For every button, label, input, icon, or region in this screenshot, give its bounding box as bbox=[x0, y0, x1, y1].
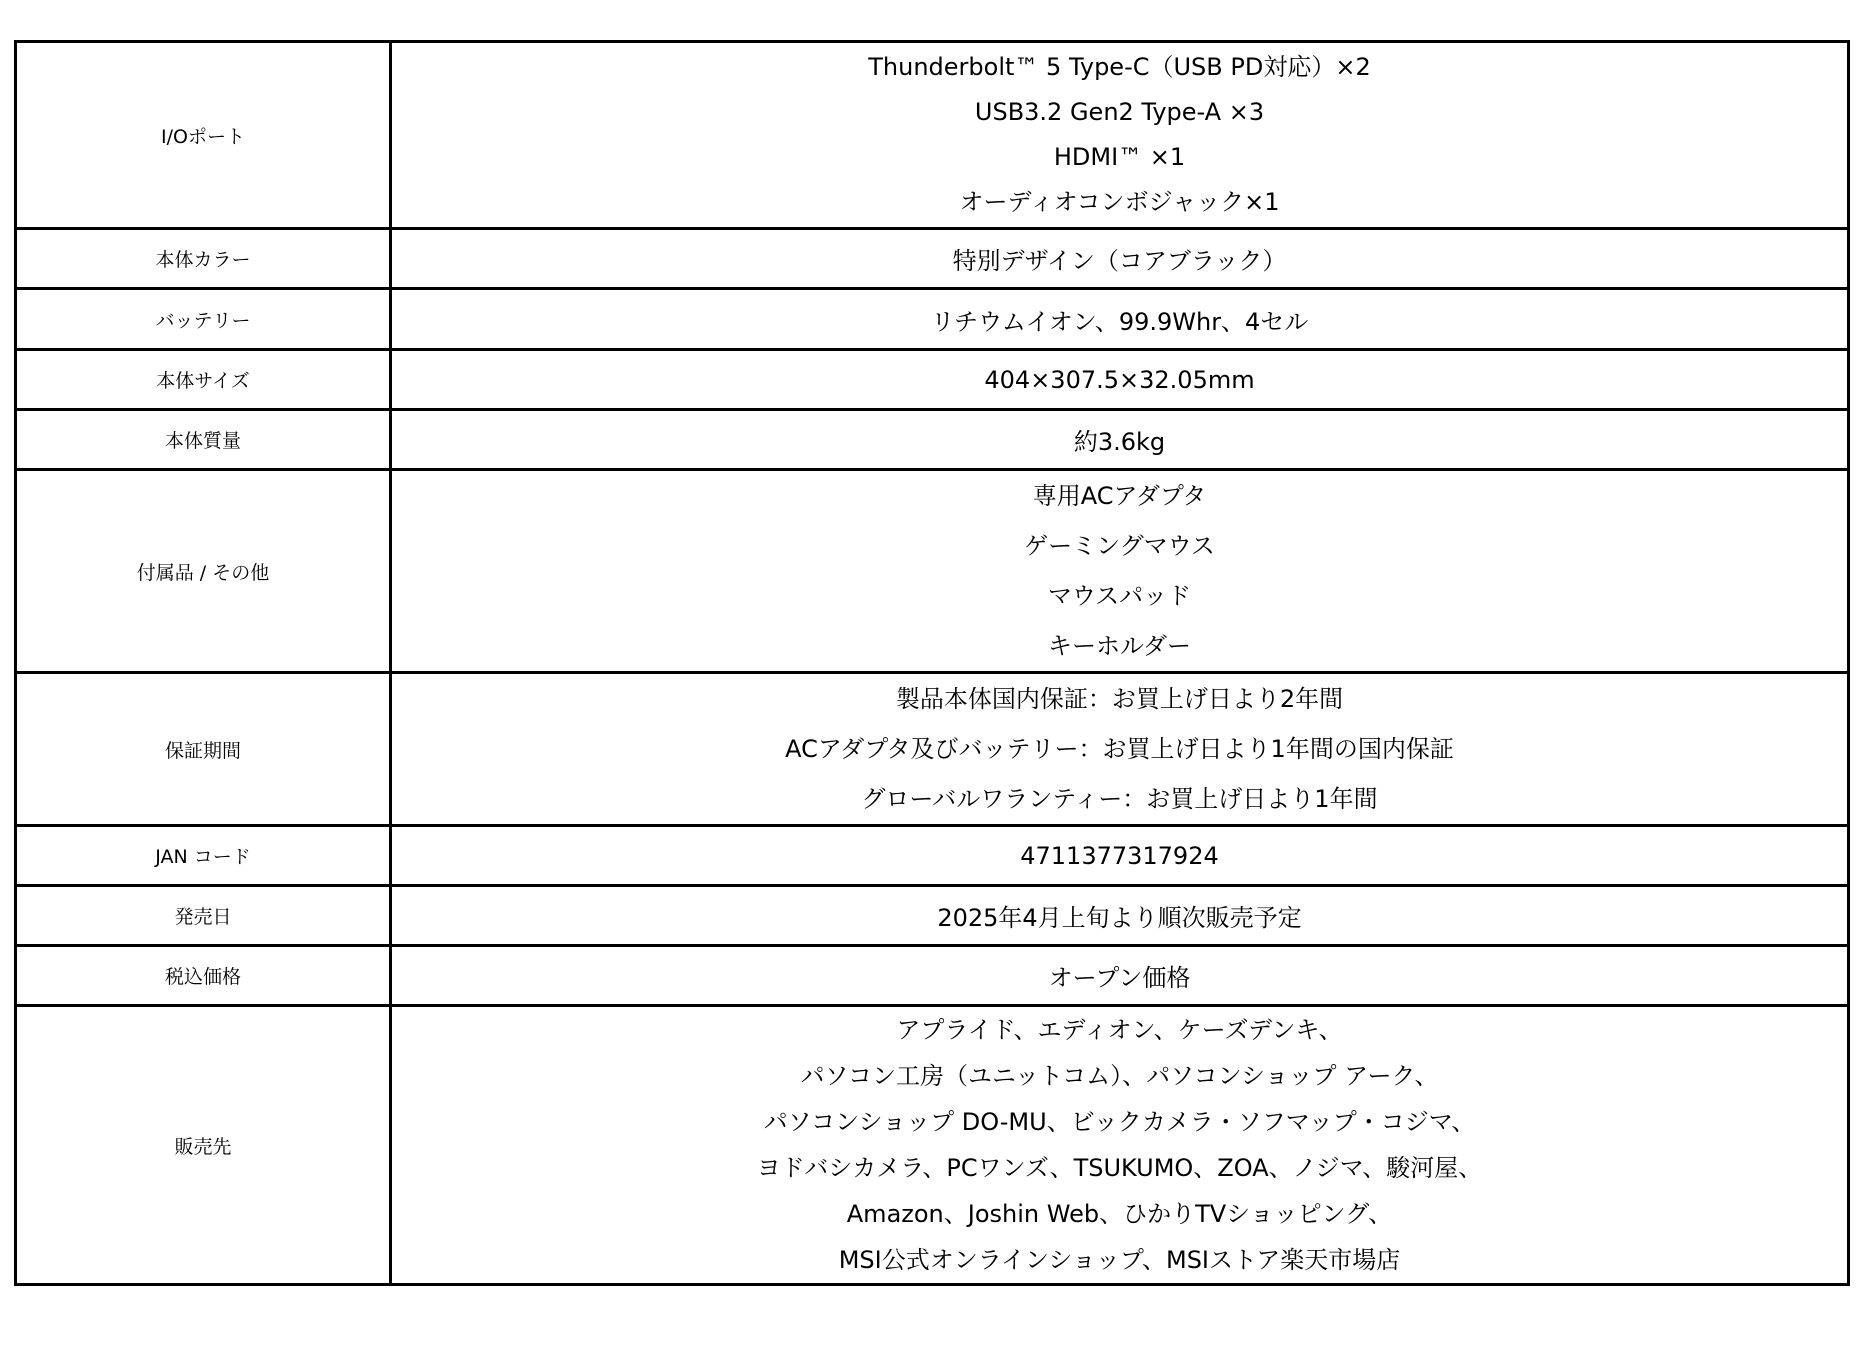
value-line: オーディオコンボジャック×1 bbox=[959, 188, 1280, 216]
value-line: マウスパッド bbox=[1047, 582, 1192, 610]
value-line: USB3.2 Gen2 Type-A ×3 bbox=[974, 98, 1265, 126]
value-line: Amazon、Joshin Web、ひかりTVショッピング、 bbox=[846, 1200, 1393, 1228]
row-label: 付属品 / その他 bbox=[16, 470, 391, 673]
row-value: 2025年4月上旬より順次販売予定 bbox=[391, 886, 1849, 946]
value-line: HDMI™ ×1 bbox=[1053, 143, 1186, 171]
table-row-color bbox=[16, 229, 1849, 289]
row-label: I/Oポート bbox=[16, 42, 391, 229]
row-value: 4711377317924 bbox=[391, 826, 1849, 886]
row-label: 本体サイズ bbox=[16, 350, 391, 410]
table-row-jan-code bbox=[16, 826, 1849, 886]
row-label: 本体カラー bbox=[16, 229, 391, 289]
row-value: オープン価格 bbox=[391, 946, 1849, 1006]
table-row-price bbox=[16, 946, 1849, 1006]
row-value: 404×307.5×32.05mm bbox=[391, 350, 1849, 410]
row-label: 保証期間 bbox=[16, 673, 391, 826]
value-line: 製品本体国内保証：お買上げ日より2年間 bbox=[895, 685, 1344, 713]
row-value bbox=[391, 42, 1849, 229]
row-label: 税込価格 bbox=[16, 946, 391, 1006]
value-line: グローバルワランティー：お買上げ日より1年間 bbox=[861, 785, 1378, 813]
value-line: ゲーミングマウス bbox=[1024, 532, 1215, 560]
value-line: パソコンショップ DO-MU、ビックカメラ・ソフマップ・コジマ、 bbox=[763, 1108, 1476, 1136]
table-row-release-date bbox=[16, 886, 1849, 946]
value-line: ACアダプタ及びバッテリー：お買上げ日より1年間の国内保証 bbox=[785, 735, 1454, 763]
row-label: 販売先 bbox=[16, 1006, 391, 1285]
row-value bbox=[391, 470, 1849, 673]
row-value: 約3.6kg bbox=[391, 410, 1849, 470]
row-label: JAN コード bbox=[16, 826, 391, 886]
row-value: リチウムイオン、99.9Whr、4セル bbox=[391, 289, 1849, 350]
table-row-io-ports bbox=[16, 42, 1849, 229]
row-label: 本体質量 bbox=[16, 410, 391, 470]
table-row-accessories bbox=[16, 470, 1849, 673]
value-line: キーホルダー bbox=[1047, 632, 1192, 660]
value-line: パソコン工房（ユニットコム）、パソコンショップ アーク、 bbox=[800, 1062, 1439, 1090]
table-row-size bbox=[16, 350, 1849, 410]
row-label: バッテリー bbox=[16, 289, 391, 350]
value-line: ヨドバシカメラ、PCワンズ、TSUKUMO、ZOA、ノジマ、駿河屋、 bbox=[756, 1154, 1483, 1182]
value-line: MSI公式オンラインショップ、MSIストア楽天市場店 bbox=[838, 1246, 1401, 1274]
spec-table bbox=[14, 40, 1850, 1286]
row-value bbox=[391, 673, 1849, 826]
value-line: 専用ACアダプタ bbox=[1032, 482, 1207, 510]
value-line: アプライド、エディオン、ケーズデンキ、 bbox=[896, 1016, 1343, 1044]
row-value: 特別デザイン（コアブラック） bbox=[391, 229, 1849, 289]
value-line: Thunderbolt™ 5 Type-C（USB PD対応）×2 bbox=[868, 53, 1371, 81]
table-row-weight bbox=[16, 410, 1849, 470]
row-label: 発売日 bbox=[16, 886, 391, 946]
table-row-warranty bbox=[16, 673, 1849, 826]
table-row-retailers bbox=[16, 1006, 1849, 1285]
row-value bbox=[391, 1006, 1849, 1285]
table-row-battery bbox=[16, 289, 1849, 350]
